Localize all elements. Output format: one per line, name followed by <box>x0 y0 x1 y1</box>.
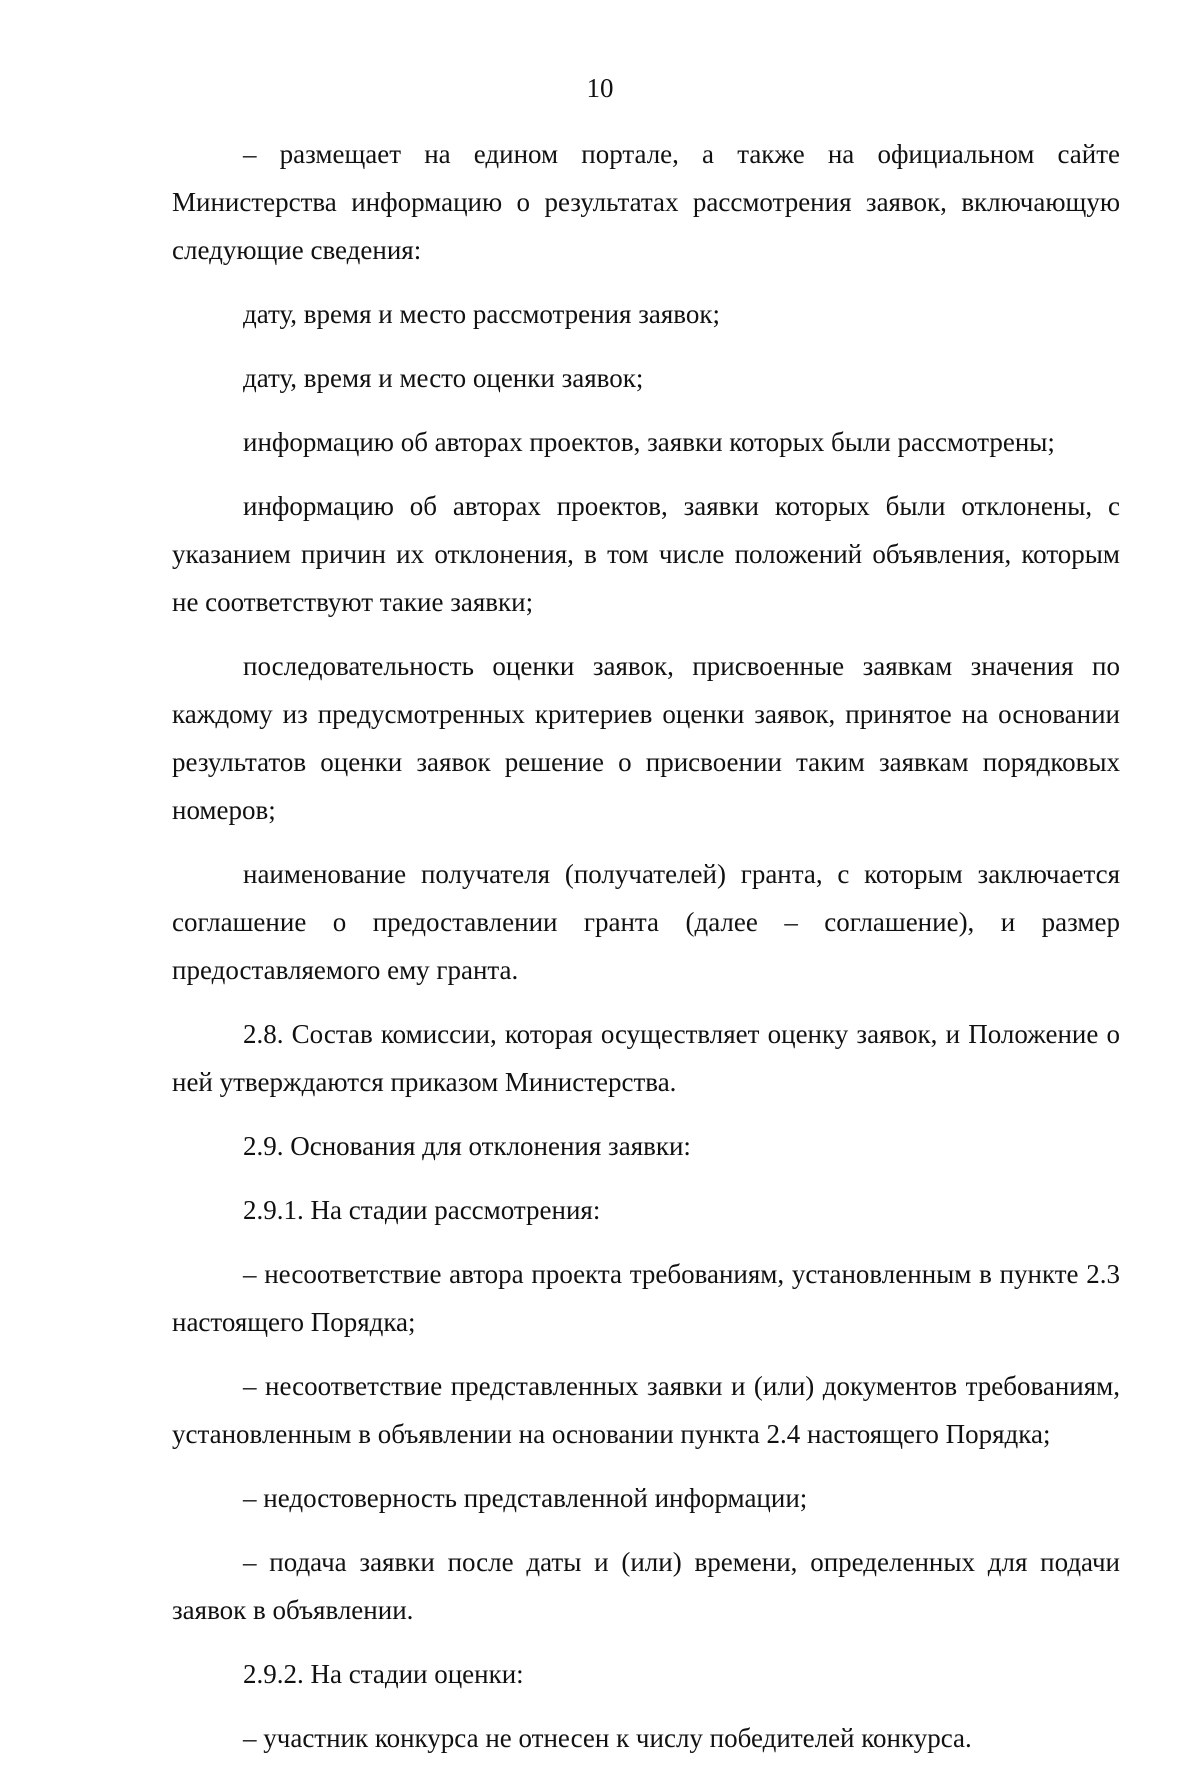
document-body <box>172 130 1120 1778</box>
paragraph-documents-mismatch: – несоответствие представленных заявки и (или) документов требованиям, установленным в объявлении на основании пункта 2.4 настоящего Порядка; <box>172 1371 1120 1449</box>
paragraph-author-mismatch: – несоответствие автора проекта требованиям, установленным в пункте 2.3 настоящего Порядка; <box>172 1259 1120 1337</box>
paragraph-rejected-authors: информацию об авторах проектов, заявки которых были отклонены, с указанием причин их отклонения, в том числе положений объявления, которым не соответствуют такие заявки; <box>172 491 1120 617</box>
paragraph-2-9-1: 2.9.1. На стадии рассмотрения: <box>243 1195 601 1225</box>
paragraph-2-8: 2.8. Состав комиссии, которая осуществляет оценку заявок, и Положение о ней утверждаются приказом Министерства. <box>172 1019 1120 1097</box>
paragraph-portal-info: – размещает на едином портале, а также на официальном сайте Министерства информацию о результатах рассмотрения заявок, включающую следующие сведения: <box>172 139 1120 265</box>
page-number: 10 <box>586 73 614 103</box>
paragraph-not-winner: – участник конкурса не отнесен к числу победителей конкурса. <box>243 1723 972 1753</box>
paragraph-unreliable-info: – недостоверность представленной информации; <box>243 1483 808 1513</box>
paragraph-grant-recipient: наименование получателя (получателей) гранта, с которым заключается соглашение о предоставлении гранта (далее – соглашение), и размер предоставляемого ему гранта. <box>172 859 1120 985</box>
paragraph-review-date: дату, время и место рассмотрения заявок; <box>243 299 720 329</box>
paragraph-evaluation-date: дату, время и место оценки заявок; <box>243 363 644 393</box>
paragraph-late-submission: – подача заявки после даты и (или) времени, определенных для подачи заявок в объявлении. <box>172 1547 1120 1625</box>
paragraph-2-9-2: 2.9.2. На стадии оценки: <box>243 1659 524 1689</box>
paragraph-reviewed-authors: информацию об авторах проектов, заявки которых были рассмотрены; <box>243 427 1055 457</box>
paragraph-2-9: 2.9. Основания для отклонения заявки: <box>243 1131 691 1161</box>
paragraph-evaluation-order: последовательность оценки заявок, присвоенные заявкам значения по каждому из предусмотренных критериев оценки заявок, принятое на основании результатов оценки заявок решение о присвоении таким заявкам порядковых номеров; <box>172 651 1120 825</box>
